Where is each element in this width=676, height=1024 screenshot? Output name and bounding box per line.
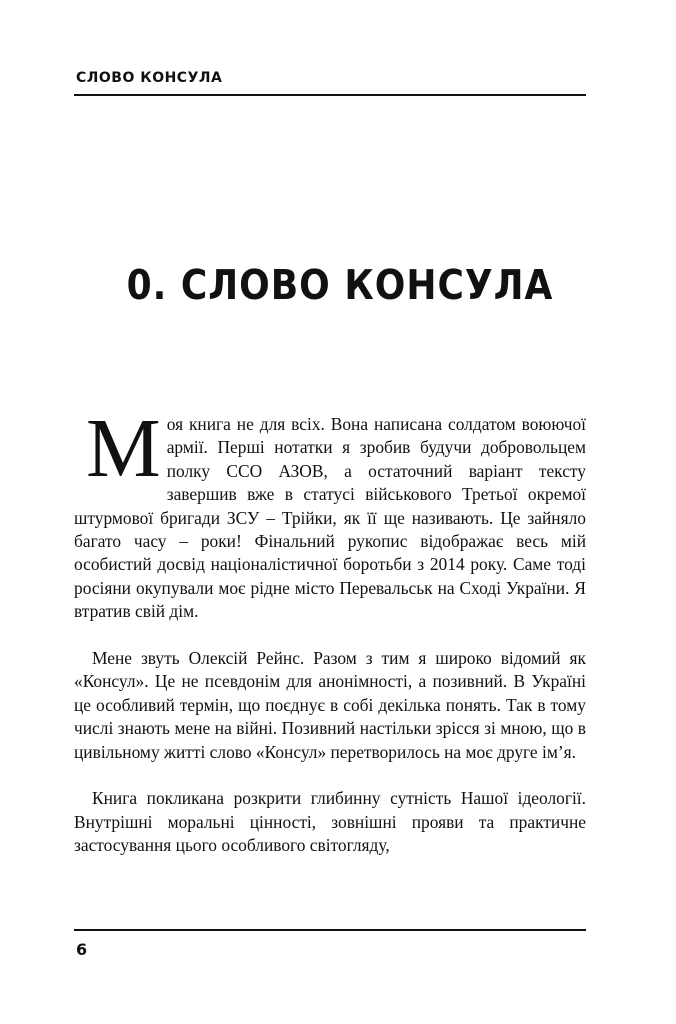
body-text [74,402,586,858]
running-head: СЛОВО КОНСУЛА [76,70,223,86]
page-number: 6 [76,940,88,959]
paragraph-1 [74,402,586,624]
drop-cap: М [86,402,161,495]
chapter-title: 0. СЛОВО КОНСУЛА [126,262,554,310]
paragraph-3: Книга покликана розкрити глибинну сутність Нашої ідеології. Внутрішні моральні цінності, зовнішні прояви та практичне застосування цього особливого світогляду, [74,788,586,856]
paragraph-2: Мене звуть Олексій Рейнс. Разом з тим я широко відомий як «Консул». Це не псевдонім для анонімності, а позивний. В Україні це особливий термін, що поєднує в собі декілька понять. Так в тому числі знають мене на війні. Позивний настільки зрісся зі мною, що в цивільному житті слово «Консул» перетворилось на моє друге ім’я. [74,648,586,762]
header-rule [74,94,586,96]
paragraph-1-text: оя книга не для всіх. Вона написана солдатом воюючої армії. Перші нотатки я зробив будучи добровольцем полку ССО АЗОВ, а остаточний варіант тексту завершив вже в статусі військового Третьої окремої штурмової бригади ЗСУ – Трійки, як її ще називають. Це зайняло багато часу – роки! Фінальний рукопис відображає весь мій особистий досвід націоналістичної боротьби з 2014 року. Саме тоді росіяни окупували моє рідне місто Перевальськ на Сході України. Я втратив свій дім. [74,414,586,622]
footer-rule [74,929,586,931]
